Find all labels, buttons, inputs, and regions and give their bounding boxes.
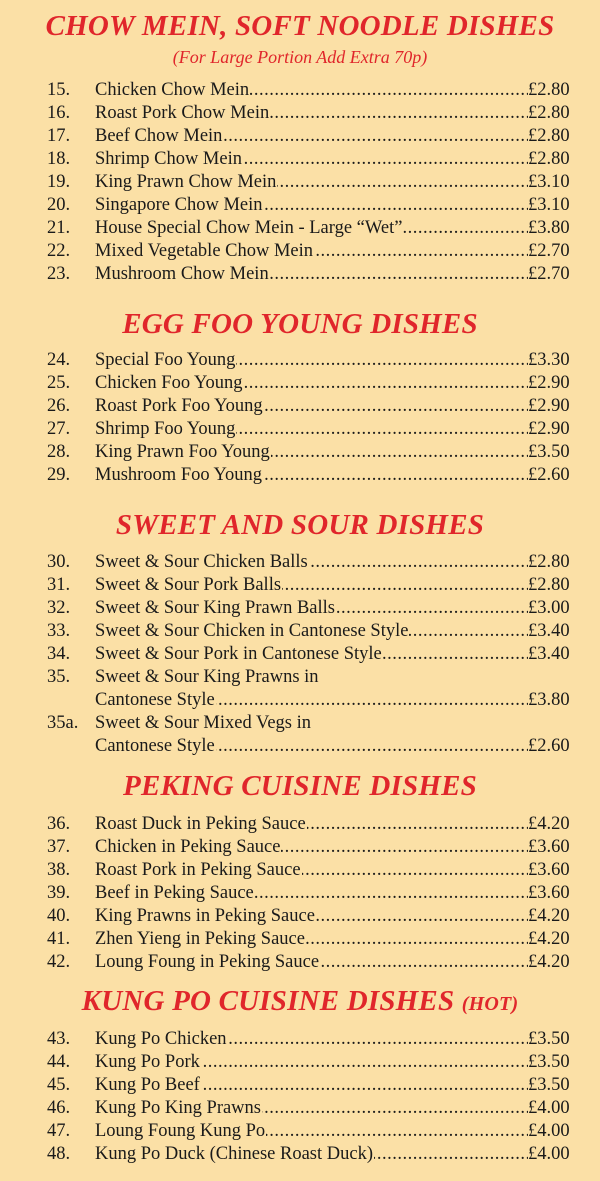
item-name: Mushroom Foo Young <box>95 465 263 485</box>
item-number: 38. <box>47 860 71 880</box>
menu-item <box>0 859 600 882</box>
item-name: Shrimp Chow Mein <box>95 149 242 169</box>
item-price: £3.50 <box>528 1075 570 1095</box>
item-name: Beef Chow Mein <box>95 126 223 146</box>
dot-leader <box>95 813 528 836</box>
dot-leader <box>95 1028 528 1051</box>
item-price: £2.80 <box>528 149 570 169</box>
dot-leader <box>95 79 528 102</box>
item-number: 42. <box>47 952 71 972</box>
menu-item <box>0 1051 600 1074</box>
item-name: Chicken Foo Young <box>95 373 243 393</box>
menu-item <box>0 666 600 689</box>
item-number: 20. <box>47 195 71 215</box>
item-price: £3.60 <box>528 860 570 880</box>
item-price: £3.50 <box>528 1052 570 1072</box>
item-number: 43. <box>47 1029 71 1049</box>
item-price: £4.20 <box>528 929 570 949</box>
item-price: £4.00 <box>528 1098 570 1118</box>
item-number: 33. <box>47 621 71 641</box>
item-name: Kung Po King Prawns <box>95 1098 261 1118</box>
section-title-suffix: (HOT) <box>461 993 519 1015</box>
item-name-continued: Cantonese Style <box>95 690 215 710</box>
item-number: 35. <box>47 667 71 687</box>
menu-item <box>0 349 600 372</box>
item-price: £4.20 <box>528 814 570 834</box>
item-number: 24. <box>47 350 71 370</box>
item-name: Sweet & Sour King Prawns in <box>95 667 319 687</box>
item-price: £3.10 <box>528 172 570 192</box>
item-number: 41. <box>47 929 71 949</box>
item-name: Shrimp Foo Young <box>95 419 236 439</box>
item-price: £3.30 <box>528 350 570 370</box>
item-number: 48. <box>47 1144 71 1164</box>
item-number: 22. <box>47 241 71 261</box>
item-name: Mushroom Chow Mein <box>95 264 269 284</box>
item-name: King Prawns in Peking Sauce <box>95 906 315 926</box>
dot-leader <box>95 643 528 666</box>
item-price: £4.00 <box>528 1144 570 1164</box>
section-title <box>0 985 600 1018</box>
item-name: Mixed Vegetable Chow Mein <box>95 241 314 261</box>
menu-item <box>0 905 600 928</box>
item-name: Sweet & Sour Pork Balls <box>95 575 282 595</box>
item-name: Sweet & Sour Mixed Vegs in <box>95 713 312 733</box>
item-list <box>0 79 600 286</box>
menu-item <box>0 372 600 395</box>
item-name: Chicken Chow Mein <box>95 80 250 100</box>
item-number: 44. <box>47 1052 71 1072</box>
dot-leader <box>95 102 528 125</box>
item-number: 18. <box>47 149 71 169</box>
item-price: £2.90 <box>528 419 570 439</box>
menu-item <box>0 125 600 148</box>
item-price: £3.80 <box>528 690 570 710</box>
item-number: 27. <box>47 419 71 439</box>
item-price: £4.20 <box>528 952 570 972</box>
item-name: Beef in Peking Sauce <box>95 883 254 903</box>
item-list <box>0 551 600 758</box>
item-price: £4.20 <box>528 906 570 926</box>
dot-leader <box>95 464 528 487</box>
menu-item <box>0 643 600 666</box>
dot-leader <box>95 689 528 712</box>
menu-item <box>0 1074 600 1097</box>
menu-item <box>0 928 600 951</box>
section-title: PEKING CUISINE DISHES <box>123 770 477 802</box>
menu-item <box>0 464 600 487</box>
item-name-continued: Cantonese Style <box>95 736 215 756</box>
dot-leader <box>95 372 528 395</box>
item-name: Roast Pork Foo Young <box>95 396 263 416</box>
menu-item <box>0 171 600 194</box>
dot-leader <box>95 597 528 620</box>
menu-item <box>0 836 600 859</box>
item-number: 32. <box>47 598 71 618</box>
menu-item-continuation <box>0 735 600 758</box>
item-price: £3.40 <box>528 621 570 641</box>
menu-item <box>0 813 600 836</box>
item-number: 39. <box>47 883 71 903</box>
item-number: 35a. <box>47 713 79 733</box>
item-number: 46. <box>47 1098 71 1118</box>
item-price: £3.80 <box>528 218 570 238</box>
dot-leader <box>95 859 528 882</box>
item-name: Chicken in Peking Sauce <box>95 837 281 857</box>
menu-item <box>0 597 600 620</box>
item-price: £2.80 <box>528 126 570 146</box>
item-name: Special Foo Young <box>95 350 236 370</box>
item-price: £3.50 <box>528 442 570 462</box>
item-list <box>0 813 600 974</box>
item-number: 31. <box>47 575 71 595</box>
item-price: £2.90 <box>528 373 570 393</box>
menu-item <box>0 882 600 905</box>
item-name: Sweet & Sour Pork in Cantonese Style <box>95 644 382 664</box>
item-name: Kung Po Chicken <box>95 1029 227 1049</box>
menu-item <box>0 79 600 102</box>
item-name: Kung Po Pork <box>95 1052 200 1072</box>
item-number: 23. <box>47 264 71 284</box>
menu-item-continuation <box>0 689 600 712</box>
item-price: £2.90 <box>528 396 570 416</box>
item-list <box>0 1028 600 1166</box>
item-price: £3.50 <box>528 1029 570 1049</box>
dot-leader <box>95 395 528 418</box>
item-number: 21. <box>47 218 71 238</box>
item-price: £4.00 <box>528 1121 570 1141</box>
item-price: £3.10 <box>528 195 570 215</box>
menu-item <box>0 551 600 574</box>
dot-leader <box>95 882 528 905</box>
item-price: £2.70 <box>528 264 570 284</box>
item-name: Sweet & Sour Chicken Balls <box>95 552 308 572</box>
dot-leader <box>95 551 528 574</box>
item-number: 15. <box>47 80 71 100</box>
dot-leader <box>95 171 528 194</box>
dot-leader <box>95 1143 528 1166</box>
menu-item <box>0 102 600 125</box>
item-number: 30. <box>47 552 71 572</box>
section-subtitle: (For Large Portion Add Extra 70p) <box>172 47 428 67</box>
menu-item <box>0 418 600 441</box>
item-price: £2.80 <box>528 103 570 123</box>
dot-leader <box>95 349 528 372</box>
menu-item <box>0 1097 600 1120</box>
item-number: 28. <box>47 442 71 462</box>
menu-item <box>0 574 600 597</box>
menu-item <box>0 194 600 217</box>
menu-item <box>0 148 600 171</box>
item-number: 37. <box>47 837 71 857</box>
item-number: 16. <box>47 103 71 123</box>
dot-leader <box>95 263 528 286</box>
dot-leader <box>95 1120 528 1143</box>
menu-item <box>0 395 600 418</box>
dot-leader <box>95 620 528 643</box>
dot-leader <box>95 1051 528 1074</box>
item-name: Roast Pork Chow Mein <box>95 103 270 123</box>
item-name: Singapore Chow Mein <box>95 195 263 215</box>
item-price: £2.80 <box>528 575 570 595</box>
item-number: 26. <box>47 396 71 416</box>
item-name: King Prawn Foo Young <box>95 442 270 462</box>
item-price: £3.60 <box>528 837 570 857</box>
menu-item <box>0 1120 600 1143</box>
section-title: SWEET AND SOUR DISHES <box>115 509 485 541</box>
item-number: 17. <box>47 126 71 146</box>
menu-item <box>0 620 600 643</box>
item-name: Roast Duck in Peking Sauce <box>95 814 306 834</box>
dot-leader <box>95 217 528 240</box>
dot-leader <box>95 194 528 217</box>
menu-item <box>0 240 600 263</box>
item-name: Kung Po Beef <box>95 1075 200 1095</box>
dot-leader <box>95 951 528 974</box>
item-price: £3.40 <box>528 644 570 664</box>
dot-leader <box>95 574 528 597</box>
dot-leader <box>95 836 528 859</box>
item-list <box>0 349 600 487</box>
menu-item <box>0 217 600 240</box>
dot-leader <box>95 735 528 758</box>
item-number: 40. <box>47 906 71 926</box>
item-number: 45. <box>47 1075 71 1095</box>
item-price: £2.60 <box>528 465 570 485</box>
section-title: CHOW MEIN, SOFT NOODLE DISHES <box>45 10 555 42</box>
dot-leader <box>95 125 528 148</box>
section-title: EGG FOO YOUNG DISHES <box>122 308 478 340</box>
item-name: Sweet & Sour Chicken in Cantonese Style <box>95 621 409 641</box>
dot-leader <box>95 905 528 928</box>
item-name: Zhen Yieng in Peking Sauce <box>95 929 305 949</box>
menu-item <box>0 1028 600 1051</box>
dot-leader <box>95 928 528 951</box>
dot-leader <box>95 441 528 464</box>
item-name: Kung Po Duck (Chinese Roast Duck) <box>95 1144 373 1164</box>
item-price: £3.60 <box>528 883 570 903</box>
dot-leader <box>95 1097 528 1120</box>
item-price: £2.80 <box>528 80 570 100</box>
item-price: £3.00 <box>528 598 570 618</box>
item-number: 34. <box>47 644 71 664</box>
item-number: 29. <box>47 465 71 485</box>
item-name: House Special Chow Mein - Large “Wet” <box>95 218 403 238</box>
dot-leader <box>95 418 528 441</box>
item-number: 47. <box>47 1121 71 1141</box>
item-number: 19. <box>47 172 71 192</box>
dot-leader <box>95 240 528 263</box>
menu-item <box>0 712 600 735</box>
item-number: 36. <box>47 814 71 834</box>
menu-item <box>0 951 600 974</box>
item-name: Roast Pork in Peking Sauce <box>95 860 301 880</box>
menu-item <box>0 1143 600 1166</box>
item-price: £2.80 <box>528 552 570 572</box>
item-name: Sweet & Sour King Prawn Balls <box>95 598 335 618</box>
item-number: 25. <box>47 373 71 393</box>
item-price: £2.70 <box>528 241 570 261</box>
item-name: Loung Foung in Peking Sauce <box>95 952 320 972</box>
item-name: King Prawn Chow Mein <box>95 172 277 192</box>
item-price: £2.60 <box>528 736 570 756</box>
dot-leader <box>95 148 528 171</box>
item-name: Loung Foung Kung Po <box>95 1121 266 1141</box>
menu-item <box>0 263 600 286</box>
dot-leader <box>95 1074 528 1097</box>
menu-item <box>0 441 600 464</box>
section-title-text: KUNG PO CUISINE DISHES <box>81 985 455 1017</box>
